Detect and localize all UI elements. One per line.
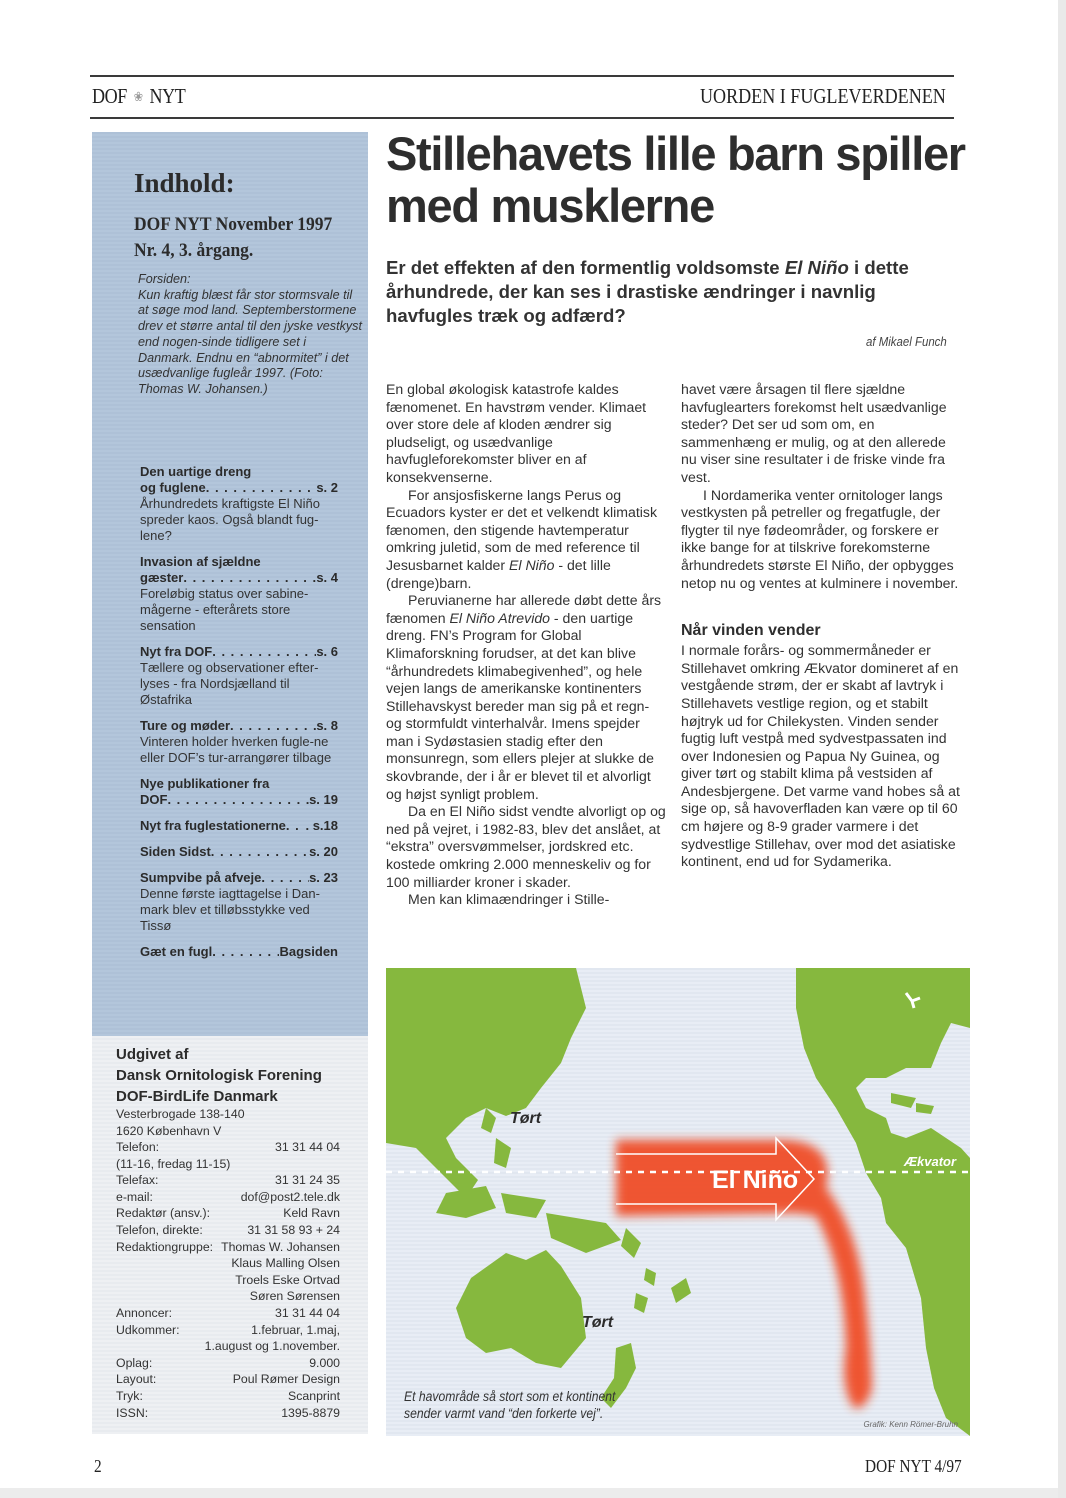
publisher-row-value: Poul Rømer Design — [232, 1372, 340, 1387]
toc-entry-line — [140, 844, 338, 860]
caption-line-2: sender varmt vand “den forkerte vej”. — [404, 1406, 604, 1421]
publisher-row-value: 31 31 24 35 — [275, 1173, 340, 1188]
publisher-row-value: 1.august og 1.november. — [204, 1339, 340, 1354]
running-head-section: UORDEN I FUGLEVERDENEN — [700, 84, 946, 108]
publisher-head-3: DOF-BirdLife Danmark — [116, 1088, 278, 1105]
page-number: 2 — [94, 1456, 102, 1476]
publisher-row — [116, 1156, 340, 1173]
issue-info — [134, 212, 332, 264]
toc-entry-description: Denne første iagttagelse i Dan-mark blev et tilløbsstykke ved Tissø — [140, 886, 320, 933]
toc-entry-title: Invasion af sjældne — [140, 554, 261, 569]
map-caption — [404, 1388, 615, 1422]
publisher-row — [116, 1222, 340, 1239]
toc-leader-dots — [212, 644, 316, 660]
publisher-row-value: 31 31 44 04 — [275, 1305, 340, 1320]
toc-entry-label: Nyt fra DOF — [140, 644, 213, 659]
text-run: - den uartige dreng. FN’s Program for Global Klimaforskning forudser, at det kan blive “århundredets klimabegivenhed”, og hele vejen langs de amerikanske kontinenters Stillehavskyst bereder man sig på et regn- og stormfuldt vinterhalvår. Imens spejder man i Sydøstasien stadig efter den monsunregn, som ellers plejer at slukke de skovbrande, der i år er blevet til et alvorligt og højst synligt problem. — [386, 609, 654, 802]
toc-entry-line — [140, 944, 338, 960]
publisher-row-value: 1395-8879 — [281, 1405, 340, 1420]
paragraph: En global økologisk katastrofe kaldes fænomenet. En havstrøm vender. Klimaet over store dele af kloden ændrer sig pludseligt, og usædvanlige havfugleforekomster bliver en af konsekvenserne. — [386, 381, 647, 485]
toc-entry-description: Århundredets kraftigste El Niño spreder kaos. Også blandt fug-lene? — [140, 496, 320, 543]
toc-entry-title: Den uartige dreng — [140, 464, 252, 479]
publisher-row-value: Thomas W. Johansen — [221, 1239, 340, 1254]
toc-entry[interactable] — [140, 818, 338, 834]
publisher-row-label: Annoncer: — [116, 1305, 173, 1320]
toc-list — [140, 464, 338, 970]
issue-line-1: DOF NYT November 1997 — [134, 214, 333, 235]
text-run: Peruvianerne har allerede døbt dette års fænomen — [386, 592, 662, 626]
publisher-row — [116, 1405, 340, 1422]
article-column-1 — [386, 381, 668, 909]
header-rule-top — [90, 75, 954, 77]
el-nino-map — [386, 968, 970, 1436]
contents-title: Indhold: — [134, 168, 235, 198]
article-column-2 — [681, 381, 963, 871]
toc-page-ref: . s.18 — [305, 818, 338, 833]
running-head-dof: DOF — [92, 84, 127, 108]
publisher-row-value: Søren Sørensen — [249, 1289, 340, 1304]
publisher-row — [116, 1288, 340, 1305]
publisher-row-value: Troels Eske Ortvad — [235, 1272, 340, 1287]
map-graphic — [386, 968, 970, 1436]
toc-entry-line — [140, 570, 338, 586]
toc-entry-title: Nye publikationer fra — [140, 776, 270, 791]
publisher-head-2: Dansk Ornitologisk Forening — [116, 1067, 322, 1084]
publisher-box — [92, 1036, 368, 1434]
toc-page-ref: s. 2 — [316, 480, 338, 495]
publisher-head-1: Udgivet af — [116, 1046, 189, 1063]
australia-landmass — [456, 1250, 586, 1368]
article-byline: af Mikael Funch — [866, 334, 947, 349]
publisher-row — [116, 1371, 340, 1388]
publisher-row-value[interactable]: dof@post2.tele.dk — [240, 1189, 340, 1204]
publisher-row-label: (11-16, fredag 11-15) — [116, 1156, 231, 1171]
publisher-row-value: Keld Ravn — [283, 1206, 340, 1221]
publisher-row-label: Telefon, direkte: — [116, 1222, 203, 1237]
toc-leader-dots — [211, 844, 309, 860]
toc-page-ref: s. 19 — [309, 792, 338, 807]
publisher-row — [116, 1255, 340, 1272]
toc-page-ref: s. 4 — [316, 570, 338, 585]
toc-entry-line — [140, 870, 338, 886]
text-emphasis: El Niño — [509, 556, 555, 573]
text-run: - det lille (drenge)barn. — [386, 556, 611, 591]
publisher-row — [116, 1305, 340, 1322]
toc-entry-label: gæster — [140, 570, 184, 585]
toc-entry-label: og fuglene — [140, 480, 206, 495]
publisher-row — [116, 1322, 340, 1339]
toc-entry-label: Nyt fra fuglestationerne — [140, 818, 286, 833]
paragraph: I normale forårs- og sommermåneder er Stillehavet omkring Ækvator domineret af en vestgående strøm, der er skabt af lavtryk i Stillehavets vestlige region, og et stabilt højtryk ud for Chilekysten. Vinden sender fugtig luft vestpå med sydvestpassaten ind over Indonesien og Papua Ny Guinea, og giver tørt og stabilt klima på vestsiden af Andesbjergene. Det varme vand hobes så at sige op, så havoverfladen kan være op til 60 cm højere og 8-9 grader varmere i det sydvestlige Stillehav, over mod det asiatiske kontinent, end ud for Sydamerika. — [681, 642, 960, 870]
toc-entry-description: Foreløbig status over sabine-mågerne - efterårets store sensation — [140, 586, 309, 633]
contents-sidebar — [92, 132, 368, 1036]
toc-entry[interactable] — [140, 944, 338, 960]
publisher-row-value: 9.000 — [309, 1355, 340, 1370]
toc-leader-dots — [167, 792, 309, 808]
caption-line-1: Et havområde så stort som et kontinent — [404, 1389, 616, 1404]
toc-page-ref: s. 8 — [316, 718, 338, 733]
publisher-row-value: 31 31 44 04 — [275, 1140, 340, 1154]
publisher-row-value: 31 31 58 93 + 24 — [247, 1222, 340, 1237]
publisher-row-label: e-mail: — [116, 1189, 153, 1204]
issue-line-2: Nr. 4, 3. årgang. — [134, 240, 254, 261]
paragraph — [386, 487, 668, 593]
toc-entry-label: Gæt en fugl — [140, 944, 213, 959]
article-subheading: Når vinden vender — [681, 622, 821, 640]
publisher-row — [116, 1239, 340, 1256]
toc-entry-line — [140, 818, 338, 834]
address-line-1: Vesterbrogade 138-140 — [116, 1107, 245, 1121]
toc-entry[interactable] — [140, 644, 338, 708]
paragraph — [386, 592, 668, 803]
toc-page-ref: s. 23 — [309, 870, 338, 885]
toc-entry-label: Sumpvibe på afveje — [140, 870, 262, 885]
toc-entry-description: Tællere og observationer efter-lyses - fra Nordsjælland til Østafrika — [140, 660, 319, 707]
address-line-2: 1620 København V — [116, 1123, 222, 1138]
publisher-row — [116, 1172, 340, 1189]
toc-page-ref: s. 6 — [316, 644, 338, 659]
publisher-row — [116, 1272, 340, 1289]
toc-leader-dots — [286, 818, 306, 834]
text-run: For ansjosfiskerne langs Perus og Ecuadors kyster er det et velkendt klimatisk fænomen, den stigende havtemperatur omkring juletid, som de med reference til Jesusbarnet kalder — [386, 486, 658, 573]
publisher-row-label: Redaktiongruppe: — [116, 1239, 214, 1254]
graphic-credit: Grafik: Kenn Römer-Bruhn — [863, 1420, 958, 1429]
publisher-row-label: Tryk: — [116, 1388, 143, 1403]
toc-page-ref: s. 20 — [309, 844, 338, 859]
toc-entry-label: Siden Sidst — [140, 844, 211, 859]
cover-text: Kun kraftig blæst får stor stormsvale til at søge mod land. Septemberstormene drev et større antal til den jyske vestkyst end nogen-sinde tidligere set i Danmark. Endnu en “abnormitet” i det usædvanlige fugleår 1997. (Foto: Thomas W. Johansen.) — [138, 287, 362, 396]
toc-leader-dots — [212, 944, 279, 960]
text-emphasis: El Niño Atrevido — [449, 609, 550, 626]
toc-entry-label: Ture og møder — [140, 718, 231, 733]
toc-entry-description: Vinteren holder hverken fugle-ne eller DOF’s tur-arrangører tilbage — [140, 734, 332, 765]
paragraph: Da en El Niño sidst vendte alvorligt op og ned på vejret, i 1982-83, blev det anslået, at “ekstra” oversvømmelser, jordskred etc. kostede omkring 2.000 menneskeliv og for 100 milliarder kroner i skader. — [386, 803, 666, 890]
toc-entry[interactable] — [140, 554, 338, 634]
issue-folio: DOF NYT 4/97 — [865, 1456, 962, 1476]
dry-label-north: Tørt — [510, 1110, 542, 1127]
toc-entry-line — [140, 644, 338, 660]
toc-entry[interactable] — [140, 844, 338, 860]
article-headline: Stillehavets lille barn spiller med musklerne — [386, 127, 965, 232]
dry-label-south: Tørt — [582, 1314, 614, 1331]
publisher-row — [116, 1205, 340, 1222]
publisher-row-label: Telefon: — [116, 1140, 160, 1154]
toc-page-ref: Bagsiden — [279, 944, 338, 959]
publisher-row-label: Layout: — [116, 1372, 157, 1387]
asia-landmass — [386, 968, 586, 1198]
toc-leader-dots — [261, 870, 309, 886]
paragraph: havet være årsagen til flere sjældne havfuglearters forekomst helt usædvanlige steder? Det ser ud som om, en sammenhæng er mulig, og at den allerede nu viser sine resultater i de friske vinde fra vest. — [681, 381, 947, 485]
toc-leader-dots — [206, 480, 317, 496]
deck-text-1: Er det effekten af den formentlig voldsomste — [386, 257, 785, 278]
publisher-row-label: ISSN: — [116, 1405, 149, 1420]
toc-entry[interactable] — [140, 870, 338, 934]
cover-label: Forsiden: — [138, 272, 191, 286]
toc-leader-dots — [183, 570, 316, 586]
toc-entry-line — [140, 792, 338, 808]
running-head-nyt: NYT — [149, 84, 186, 108]
cover-note — [138, 272, 363, 398]
publisher-row — [116, 1338, 340, 1355]
publisher-heading — [116, 1044, 322, 1107]
deck-emphasis: El Niño — [784, 257, 849, 278]
paragraph: I Nordamerika venter ornitologer langs vestkysten på petreller og fregatfugle, der flygter til nye fødeområder, og forskere er ikke bange for at tilskrive forekomsterne århundredets største El Niño, der opbygges netop nu og ventes at kulminere i november. — [681, 486, 959, 591]
toc-entry[interactable] — [140, 776, 338, 808]
equator-label: Ækvator — [904, 1154, 957, 1169]
pacific-islands — [634, 1268, 691, 1313]
scrollbar[interactable] — [1058, 0, 1066, 1498]
running-head-left — [92, 84, 185, 109]
publisher-row — [116, 1355, 340, 1372]
caribbean-islands — [891, 1093, 934, 1114]
publisher-row — [116, 1139, 340, 1156]
toc-entry-line — [140, 480, 338, 496]
el-nino-label: El Niño — [712, 1166, 799, 1194]
publisher-row-value: 1.februar, 1.maj, — [251, 1322, 340, 1337]
paragraph: Men kan klimaændringer i Stille- — [408, 891, 610, 908]
publisher-row — [116, 1189, 340, 1206]
toc-entry[interactable] — [140, 718, 338, 766]
header-rule-bottom — [90, 117, 954, 119]
deck-text-2: i dette århundrede, der kan ses i drastiske ændringer i navnlig havfugles træk og adfærd? — [386, 257, 909, 326]
toc-leader-dots — [230, 718, 316, 734]
publisher-address — [116, 1106, 245, 1139]
toc-entry-line — [140, 718, 338, 734]
toc-entry-label: DOF — [140, 792, 168, 807]
publisher-row-value: Klaus Malling Olsen — [231, 1256, 340, 1271]
publisher-row-label: Oplag: — [116, 1355, 153, 1370]
publisher-details — [116, 1139, 340, 1421]
publisher-row — [116, 1388, 340, 1405]
toc-entry[interactable] — [140, 464, 338, 544]
publisher-row-value: Scanprint — [288, 1388, 340, 1403]
article-deck — [386, 256, 961, 328]
publisher-row-label: Udkommer: — [116, 1322, 180, 1337]
flower-ornament-icon: ❀ — [133, 88, 143, 104]
publisher-row-label: Redaktør (ansv.): — [116, 1206, 211, 1221]
publisher-row-label: Telefax: — [116, 1173, 159, 1188]
